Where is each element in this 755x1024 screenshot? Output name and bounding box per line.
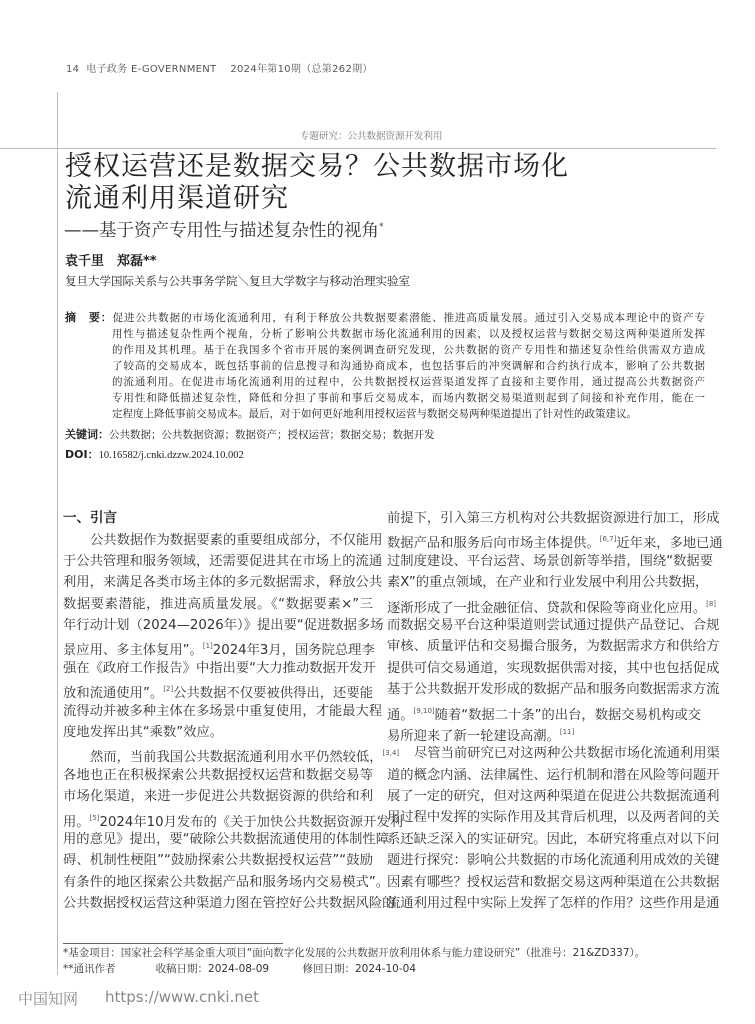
body-text: 道的概念内涵、法律属性、运行机制和潜在风险等问题开 bbox=[387, 767, 720, 783]
abstract-text: 促进公共数据的市场化流通利用，有利于释放公共数据要素潜能、推进高质量发展。通过引入交易成本理论中的资产专 bbox=[112, 312, 706, 324]
body-text: 市场化渠道，来进一步促进公共数据资源的供给和利 bbox=[63, 789, 373, 805]
margin-rule bbox=[57, 92, 58, 975]
body-line bbox=[63, 786, 373, 807]
body-line bbox=[387, 529, 723, 552]
abstract-text: 定程度上降低事前交易成本。最后，对于如何更好地利用授权运营与数据交易两种渠道提出了针对性的政策建议。 bbox=[112, 408, 637, 420]
abstract-line bbox=[65, 310, 705, 326]
body-text: 公共数据不仅要被供得出，还要能 bbox=[173, 686, 374, 702]
keywords-text: 公共数据；公共数据资源；数据资产；授权运营；数据交易；数据开发 bbox=[109, 429, 435, 441]
body-text: 逐渐形成了一批金融征信、贷款和保险等商业化应用。 bbox=[387, 600, 707, 616]
body-line bbox=[63, 701, 383, 722]
body-line bbox=[63, 551, 383, 572]
body-line bbox=[387, 551, 714, 572]
footnote-rule bbox=[63, 943, 283, 944]
body-text: 然而，当前我国公共数据流通利用水平仍然较低， bbox=[90, 750, 383, 766]
body-line bbox=[387, 679, 720, 700]
body-text: 通。 bbox=[387, 707, 414, 723]
keywords bbox=[65, 427, 435, 443]
abstract-text: 的作用及其机理。基于在我国多个省市开展的案例调查研究发现，公共数据的资产专用性和描述复杂性给供需双方造成 bbox=[112, 344, 705, 356]
body-line bbox=[387, 829, 720, 850]
body-text: 系还缺乏深入的实证研究。因此，本研究将重点对以下问 bbox=[387, 831, 720, 847]
body-text: 年行动计划（2024—2026年）》提出要“促进数据多场 bbox=[63, 618, 384, 634]
citation-ref: [6,7] bbox=[599, 535, 617, 544]
footnote-fund: *基金项目：国家社会科学基金重大项目“面向数字化发展的公共数据开放利用体系与能力建设研究”（批准号：21&ZD337）。 bbox=[63, 947, 646, 959]
body-line bbox=[387, 594, 717, 616]
abstract-text: 用性与描述复杂性两个视角，分析了影响公共数据市场化流通利用的因素，以及授权运营与数据交易这两种渠道所发挥 bbox=[112, 328, 705, 340]
body-line bbox=[63, 850, 373, 871]
body-text: 放和流通使用”。 bbox=[63, 686, 164, 702]
body-line bbox=[63, 872, 390, 893]
subtitle bbox=[64, 216, 384, 242]
authors: 袁千里 郑磊** bbox=[65, 254, 157, 269]
body-text: 展了一定的研究，但对这两种渠道在促进公共数据流通利 bbox=[387, 789, 720, 805]
footnote-mark: * bbox=[379, 222, 384, 232]
body-line bbox=[63, 722, 373, 743]
right-column bbox=[387, 508, 723, 914]
abstract bbox=[65, 310, 705, 422]
body-line bbox=[387, 765, 720, 786]
body-text: 数据产品和服务后向市场主体提供。 bbox=[387, 536, 600, 552]
body-line bbox=[387, 615, 720, 636]
footnote-dates bbox=[63, 962, 416, 976]
abstract-line bbox=[65, 358, 705, 374]
body-text: 有条件的地区探索公共数据产品和服务场内交易模式”。 bbox=[63, 874, 390, 890]
body-text: 易所迎来了新一轮建设高潮。 bbox=[387, 728, 560, 744]
citation-ref: [5] bbox=[89, 813, 100, 822]
body-line bbox=[63, 743, 400, 766]
body-text: 2024年10月发布的《关于加快公共数据资源开发利 bbox=[99, 814, 403, 830]
title-line-1: 授权运营还是数据交易？公共数据市场化 bbox=[65, 151, 569, 182]
citation-ref: [3,4] bbox=[382, 749, 400, 758]
body-line bbox=[63, 679, 373, 700]
body-line bbox=[63, 658, 376, 679]
doi-value: 10.16582/j.cnki.dzzw.2024.10.002 bbox=[98, 450, 244, 461]
running-header bbox=[66, 60, 373, 75]
body-line bbox=[63, 808, 403, 830]
body-text: 公共数据授权运营这种渠道力图在管控好公共数据风险的 bbox=[63, 896, 396, 912]
body-text: 用。 bbox=[63, 814, 90, 830]
body-line bbox=[63, 829, 390, 850]
abstract-text: 了较高的交易成本，既包括事前的信息搜寻和沟通协商成本，也包括事后的冲突调解和合约执行成本，影响了公共数据 bbox=[112, 360, 705, 372]
body-text: 因素有哪些？授权运营和数据交易这两种渠道在公共数据 bbox=[387, 874, 720, 890]
body-text: 随着“数据二十条”的出台，数据交易机构或交 bbox=[434, 707, 702, 723]
abstract-line bbox=[65, 374, 705, 390]
citation-ref: [9,10] bbox=[413, 706, 435, 715]
citation-ref: [11] bbox=[559, 727, 575, 736]
body-text: 过制度建设、平台运营、场景创新等举措，围绕“数据要 bbox=[387, 553, 714, 569]
body-line bbox=[387, 701, 702, 723]
body-text: 各地也正在积极探索公共数据授权运营和数据交易等 bbox=[63, 767, 373, 783]
body-text: 用过程中发挥的实际作用及其背后机理，以及两者间的关 bbox=[387, 810, 720, 826]
body-text: 提供可信交易通道，实现数据供需对接，其中也包括促成 bbox=[387, 660, 720, 676]
abstract-line bbox=[65, 390, 705, 406]
received-date: 收稿日期：2024-08-09 bbox=[155, 963, 270, 975]
page-number: 14 bbox=[66, 64, 80, 75]
doi bbox=[65, 447, 244, 463]
body-line bbox=[387, 743, 720, 764]
body-line bbox=[387, 508, 720, 529]
body-text: 流得动并被多种主体在多场景中重复使用，才能最大程 bbox=[63, 703, 383, 719]
body-line bbox=[63, 530, 383, 551]
abstract-label: 摘 要： bbox=[65, 311, 113, 324]
abstract-line bbox=[65, 406, 705, 422]
body-line bbox=[63, 594, 373, 615]
corresponding-author: **通讯作者 bbox=[63, 963, 116, 975]
body-line bbox=[387, 893, 720, 914]
revised-date: 修回日期：2024-10-04 bbox=[302, 963, 417, 975]
citation-ref: [8] bbox=[706, 599, 717, 608]
body-line bbox=[63, 765, 373, 786]
keywords-label: 关键词： bbox=[65, 428, 109, 441]
body-line bbox=[387, 786, 720, 807]
body-text: 景应用、多主体复用”。 bbox=[63, 643, 203, 659]
abstract-text: 的流通利用。在促进市场化流通利用的过程中，公共数据授权运营渠道发挥了直接和主要作用，通过提高公共数据资产 bbox=[112, 376, 705, 388]
citation-ref: [1] bbox=[202, 642, 213, 651]
body-line bbox=[387, 658, 720, 679]
citation-ref: [2] bbox=[163, 685, 174, 694]
body-text: 而数据交易平台这种渠道则尝试通过提供产品登记、合规 bbox=[387, 617, 720, 633]
abstract-line bbox=[65, 326, 705, 342]
body-line bbox=[387, 722, 697, 743]
left-column bbox=[63, 508, 403, 915]
body-text: 素X”的重点领域，在产业和行业发展中利用公共数据， bbox=[387, 575, 709, 591]
body-line bbox=[387, 572, 709, 593]
issue-info: 2024年第10期（总第262期） bbox=[230, 64, 373, 75]
abstract-text: 专用性和降低描述复杂性，降低和分担了事前和事后交易成本，而场内数据交易渠道则起到了间接和补充作用，能在一 bbox=[112, 392, 705, 404]
doi-label: DOI： bbox=[65, 448, 99, 461]
body-line bbox=[63, 572, 383, 593]
cnki-url[interactable]: https://www.cnki.net bbox=[105, 988, 259, 1006]
body-text: 流通利用过程中实际上发挥了怎样的作用？这些作用是通 bbox=[387, 896, 720, 912]
journal-name: 电子政务 E-GOVERNMENT bbox=[86, 64, 217, 75]
cnki-watermark: 中国知网 bbox=[18, 990, 79, 1008]
body-text: 度地发挥出其“乘数”效应。 bbox=[63, 725, 224, 741]
abstract-line bbox=[65, 342, 705, 358]
body-text: 用的意见》提出，要“破除公共数据流通使用的体制性障 bbox=[63, 831, 390, 847]
body-text: 利用，来满足各类市场主体的多元数据需求，释放公共 bbox=[63, 575, 383, 591]
body-text: 近年来，多地已通 bbox=[616, 536, 723, 552]
header-rule bbox=[0, 148, 716, 149]
body-line bbox=[63, 636, 373, 657]
affiliation: 复旦大学国际关系与公共事务学院＼复旦大学数字与移动治理实验室 bbox=[65, 274, 410, 288]
column-tag: 专题研究：公共数据资源开发利用 bbox=[300, 131, 443, 142]
body-text: 审核、质量评估和交易撮合服务，为数据需求方和供给方 bbox=[387, 639, 720, 655]
section-heading: 一、引言 bbox=[63, 510, 117, 526]
body-line bbox=[387, 850, 720, 871]
body-text: 公共数据作为数据要素的重要组成部分，不仅能用 bbox=[90, 532, 383, 548]
body-text: 尽管当前研究已对这两种公共数据市场化流通利用渠 bbox=[414, 746, 720, 762]
body-text: 2024年3月，国务院总理李 bbox=[212, 643, 375, 659]
body-text: 前提下，引入第三方机构对公共数据资源进行加工，形成 bbox=[387, 511, 720, 526]
body-line bbox=[387, 807, 720, 828]
body-line bbox=[63, 615, 384, 636]
title-line-2: 流通利用渠道研究 bbox=[65, 183, 289, 214]
body-text: 基于公共数据开发形成的数据产品和服务向数据需求方流 bbox=[387, 682, 720, 698]
body-text: 题进行探究：影响公共数据的市场化流通利用成效的关键 bbox=[387, 853, 720, 869]
body-text: 数据要素潜能，推进高质量发展。《“数据要素×”三 bbox=[63, 596, 373, 612]
subtitle-text: ——基于资产专用性与描述复杂性的视角 bbox=[64, 220, 379, 241]
body-text: 于公共管理和服务领域，还需要促进其在市场上的流通 bbox=[63, 553, 383, 569]
body-line bbox=[387, 636, 720, 657]
body-text: 强在《政府工作报告》中指出要“大力推动数据开发开 bbox=[63, 660, 376, 676]
body-line bbox=[63, 893, 396, 914]
body-text: 碍、机制性梗阻”“鼓励探索公共数据授权运营”“鼓励 bbox=[63, 853, 373, 869]
body-line bbox=[387, 872, 720, 893]
